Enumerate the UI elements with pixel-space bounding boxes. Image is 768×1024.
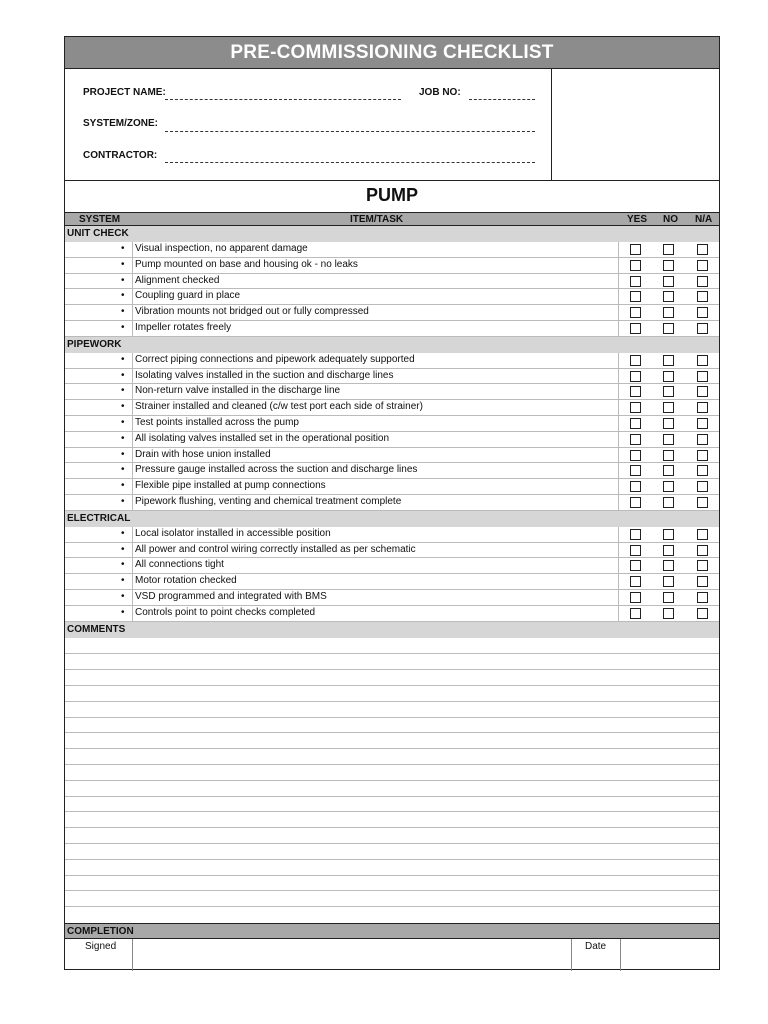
yes-checkbox[interactable] xyxy=(630,244,641,255)
na-checkbox[interactable] xyxy=(697,418,708,429)
project-name-field[interactable] xyxy=(165,99,401,100)
na-checkbox[interactable] xyxy=(697,260,708,271)
yes-checkbox[interactable] xyxy=(630,323,641,334)
comment-line xyxy=(65,796,719,797)
comment-line xyxy=(65,859,719,860)
yes-checkbox[interactable] xyxy=(630,465,641,476)
na-checkbox[interactable] xyxy=(697,481,708,492)
signed-label: Signed xyxy=(85,941,117,952)
completion-header: COMPLETION xyxy=(65,923,719,939)
col-system: SYSTEM xyxy=(79,214,121,225)
yes-checkbox[interactable] xyxy=(630,497,641,508)
col-na: N/A xyxy=(695,214,713,225)
checklist-row xyxy=(65,432,719,448)
checklist-row xyxy=(65,274,719,290)
na-checkbox[interactable] xyxy=(697,450,708,461)
comment-line xyxy=(65,653,719,654)
yes-checkbox[interactable] xyxy=(630,434,641,445)
task-text: Flexible pipe installed at pump connections xyxy=(135,479,619,494)
bullet-icon: • xyxy=(121,258,125,270)
bullet-icon: • xyxy=(121,353,125,365)
checklist-row xyxy=(65,321,719,337)
section-title: PUMP xyxy=(65,180,719,212)
task-text: Test points installed across the pump xyxy=(135,416,619,431)
na-checkbox[interactable] xyxy=(697,276,708,287)
comment-line xyxy=(65,748,719,749)
no-checkbox[interactable] xyxy=(663,529,674,540)
bullet-icon: • xyxy=(121,274,125,286)
comment-line xyxy=(65,717,719,718)
checklist-row xyxy=(65,479,719,495)
task-text: Alignment checked xyxy=(135,274,619,289)
comment-line xyxy=(65,732,719,733)
task-text: Pipework flushing, venting and chemical treatment complete xyxy=(135,495,619,510)
na-checkbox[interactable] xyxy=(697,355,708,366)
comment-line xyxy=(65,827,719,828)
comment-line xyxy=(65,843,719,844)
checklist-row xyxy=(65,448,719,464)
checklist-row xyxy=(65,384,719,400)
group-header: PIPEWORK xyxy=(65,337,719,353)
date-label: Date xyxy=(585,941,607,952)
na-checkbox[interactable] xyxy=(697,434,708,445)
no-checkbox[interactable] xyxy=(663,402,674,413)
bullet-icon: • xyxy=(121,401,125,413)
no-checkbox[interactable] xyxy=(663,386,674,397)
checklist-row xyxy=(65,558,719,574)
no-checkbox[interactable] xyxy=(663,418,674,429)
no-checkbox[interactable] xyxy=(663,276,674,287)
task-text: Correct piping connections and pipework adequately supported xyxy=(135,353,619,368)
bullet-icon: • xyxy=(121,543,125,555)
col-yes: YES xyxy=(627,214,648,225)
group-header: ELECTRICAL xyxy=(65,511,719,527)
checklist-row xyxy=(65,543,719,559)
comment-line xyxy=(65,669,719,670)
task-text: Vibration mounts not bridged out or fully compressed xyxy=(135,305,619,320)
na-checkbox[interactable] xyxy=(697,465,708,476)
checklist-row xyxy=(65,242,719,258)
comments-header: COMMENTS xyxy=(65,622,719,638)
col-item: ITEM/TASK xyxy=(350,214,404,225)
no-checkbox[interactable] xyxy=(663,291,674,302)
no-checkbox[interactable] xyxy=(663,323,674,334)
no-checkbox[interactable] xyxy=(663,244,674,255)
bullet-icon: • xyxy=(121,290,125,302)
col-no: NO xyxy=(663,214,678,225)
bullet-icon: • xyxy=(121,417,125,428)
bullet-icon: • xyxy=(121,464,125,476)
yes-checkbox[interactable] xyxy=(630,402,641,413)
group-header: UNIT CHECK xyxy=(65,226,719,242)
yes-checkbox[interactable] xyxy=(630,418,641,429)
checklist-row xyxy=(65,400,719,416)
no-checkbox[interactable] xyxy=(663,434,674,445)
yes-checkbox[interactable] xyxy=(630,307,641,318)
yes-checkbox[interactable] xyxy=(630,450,641,461)
yes-checkbox[interactable] xyxy=(630,592,641,603)
task-text: Pressure gauge installed across the suction and discharge lines xyxy=(135,463,619,478)
comment-line xyxy=(65,764,719,765)
checklist-row xyxy=(65,527,719,543)
na-checkbox[interactable] xyxy=(697,497,708,508)
yes-checkbox[interactable] xyxy=(630,355,641,366)
no-checkbox[interactable] xyxy=(663,560,674,571)
divider xyxy=(571,939,572,971)
na-checkbox[interactable] xyxy=(697,291,708,302)
task-text: Isolating valves installed in the suction and discharge lines xyxy=(135,369,619,384)
bullet-icon: • xyxy=(121,432,125,444)
checklist-row xyxy=(65,289,719,305)
no-checkbox[interactable] xyxy=(663,608,674,619)
na-checkbox[interactable] xyxy=(697,386,708,397)
system-zone-field[interactable] xyxy=(165,131,535,132)
yes-checkbox[interactable] xyxy=(630,386,641,397)
no-checkbox[interactable] xyxy=(663,576,674,587)
yes-checkbox[interactable] xyxy=(630,576,641,587)
checklist-row xyxy=(65,369,719,385)
comment-line xyxy=(65,811,719,812)
bullet-icon: • xyxy=(121,306,125,318)
task-text: All connections tight xyxy=(135,558,619,573)
job-no-label: JOB NO: xyxy=(419,87,461,98)
comment-line xyxy=(65,906,719,907)
na-checkbox[interactable] xyxy=(697,560,708,571)
comment-line xyxy=(65,780,719,781)
no-checkbox[interactable] xyxy=(663,497,674,508)
system-zone-label: SYSTEM/ZONE: xyxy=(83,118,159,129)
task-text: All power and control wiring correctly installed as per schematic xyxy=(135,543,619,558)
checklist-form xyxy=(64,36,720,970)
checklist-row xyxy=(65,353,719,369)
no-checkbox[interactable] xyxy=(663,592,674,603)
bullet-icon: • xyxy=(121,243,125,254)
signature-field[interactable] xyxy=(133,939,571,971)
na-checkbox[interactable] xyxy=(697,608,708,619)
no-checkbox[interactable] xyxy=(663,545,674,556)
no-checkbox[interactable] xyxy=(663,450,674,461)
yes-checkbox[interactable] xyxy=(630,371,641,382)
task-text: VSD programmed and integrated with BMS xyxy=(135,590,619,605)
task-text: All isolating valves installed set in the operational position xyxy=(135,432,619,447)
task-text: Strainer installed and cleaned (c/w test port each side of strainer) xyxy=(135,400,619,415)
comment-line xyxy=(65,685,719,686)
comment-line xyxy=(65,701,719,702)
bullet-icon: • xyxy=(121,575,125,587)
na-checkbox[interactable] xyxy=(697,576,708,587)
checklist-row xyxy=(65,305,719,321)
checklist-row xyxy=(65,258,719,274)
yes-checkbox[interactable] xyxy=(630,260,641,271)
table-header xyxy=(65,212,719,226)
contractor-label: CONTRACTOR: xyxy=(83,150,158,161)
na-checkbox[interactable] xyxy=(697,371,708,382)
task-text: Non-return valve installed in the discharge line xyxy=(135,384,619,399)
form-title: PRE-COMMISSIONING CHECKLIST xyxy=(65,37,719,69)
task-text: Visual inspection, no apparent damage xyxy=(135,242,619,257)
checklist-row xyxy=(65,606,719,622)
yes-checkbox[interactable] xyxy=(630,276,641,287)
task-text: Coupling guard in place xyxy=(135,289,619,304)
comment-line xyxy=(65,875,719,876)
no-checkbox[interactable] xyxy=(663,465,674,476)
na-checkbox[interactable] xyxy=(697,592,708,603)
no-checkbox[interactable] xyxy=(663,307,674,318)
no-checkbox[interactable] xyxy=(663,481,674,492)
na-checkbox[interactable] xyxy=(697,529,708,540)
job-no-field[interactable] xyxy=(469,99,535,100)
task-text: Impeller rotates freely xyxy=(135,321,619,336)
task-text: Local isolator installed in accessible position xyxy=(135,527,619,542)
checklist-row xyxy=(65,463,719,479)
yes-checkbox[interactable] xyxy=(630,608,641,619)
no-checkbox[interactable] xyxy=(663,371,674,382)
bullet-icon: • xyxy=(121,448,125,460)
bullet-icon: • xyxy=(121,559,125,571)
bullet-icon: • xyxy=(121,369,125,381)
bullet-icon: • xyxy=(121,480,125,492)
checklist-row xyxy=(65,590,719,606)
bullet-icon: • xyxy=(121,527,125,539)
checklist-row xyxy=(65,495,719,511)
yes-checkbox[interactable] xyxy=(630,291,641,302)
bullet-icon: • xyxy=(121,591,125,602)
yes-checkbox[interactable] xyxy=(630,529,641,540)
project-info xyxy=(65,69,552,180)
contractor-field[interactable] xyxy=(165,162,535,163)
task-text: Motor rotation checked xyxy=(135,574,619,589)
no-checkbox[interactable] xyxy=(663,260,674,271)
bullet-icon: • xyxy=(121,606,125,618)
date-field[interactable] xyxy=(621,939,719,971)
no-checkbox[interactable] xyxy=(663,355,674,366)
comment-line xyxy=(65,890,719,891)
bullet-icon: • xyxy=(121,385,125,397)
checklist-row xyxy=(65,574,719,590)
task-text: Pump mounted on base and housing ok - no leaks xyxy=(135,258,619,273)
na-checkbox[interactable] xyxy=(697,307,708,318)
yes-checkbox[interactable] xyxy=(630,560,641,571)
bullet-icon: • xyxy=(121,496,125,507)
task-text: Controls point to point checks completed xyxy=(135,606,619,621)
task-text: Drain with hose union installed xyxy=(135,448,619,463)
na-checkbox[interactable] xyxy=(697,323,708,334)
na-checkbox[interactable] xyxy=(697,244,708,255)
na-checkbox[interactable] xyxy=(697,545,708,556)
checklist-row xyxy=(65,416,719,432)
signature-row xyxy=(65,939,719,971)
project-name-label: PROJECT NAME: xyxy=(83,87,166,98)
yes-checkbox[interactable] xyxy=(630,481,641,492)
bullet-icon: • xyxy=(121,322,125,333)
yes-checkbox[interactable] xyxy=(630,545,641,556)
na-checkbox[interactable] xyxy=(697,402,708,413)
